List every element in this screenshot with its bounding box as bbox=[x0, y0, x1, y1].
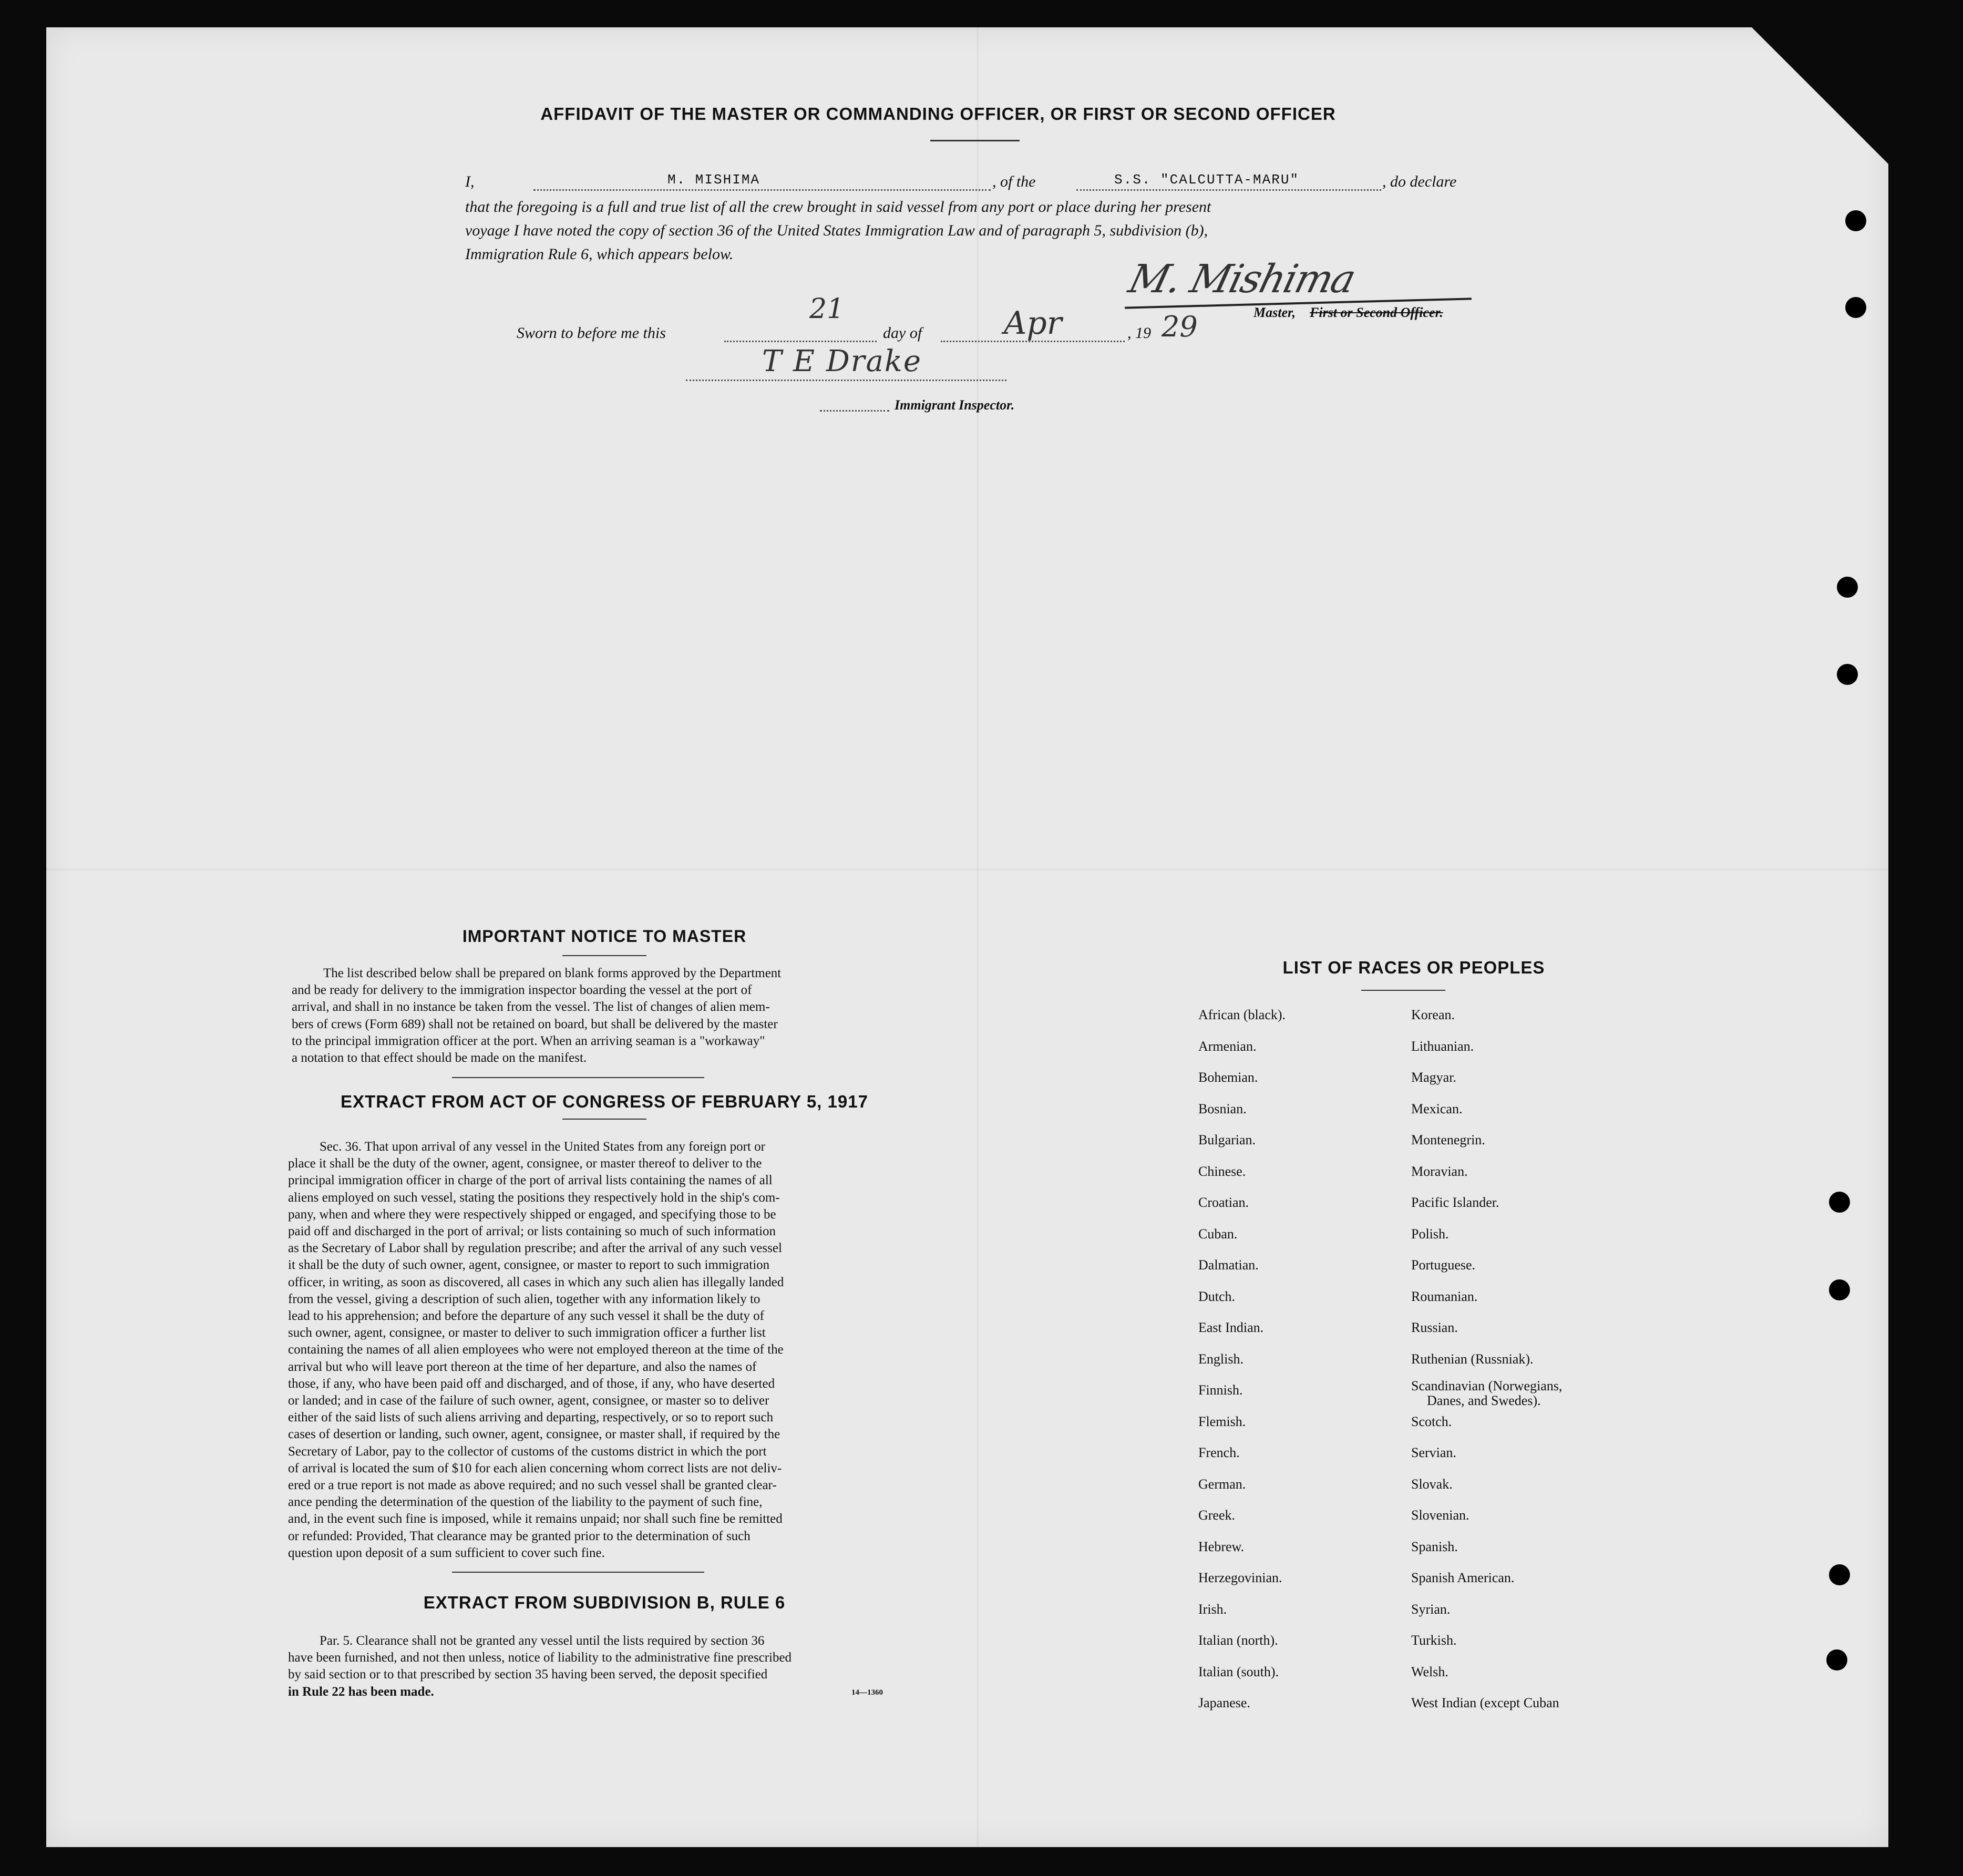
act-line: paid off and discharged in the port of arrival; or lists containing so much of such information bbox=[288, 1224, 776, 1239]
punch-hole-icon bbox=[1829, 1192, 1850, 1213]
act-line: or refunded: Provided, That clearance may be granted prior to the determination of such bbox=[288, 1529, 751, 1543]
race-item: Slovenian. bbox=[1411, 1508, 1469, 1523]
master-signature: M. Mishima bbox=[1124, 257, 1360, 302]
race-item: Dalmatian. bbox=[1198, 1257, 1259, 1273]
act-line: of arrival is located the sum of $10 for each alien concerning whom correct lists are not deliv- bbox=[288, 1461, 782, 1475]
sworn-month-value: Apr bbox=[1004, 305, 1062, 342]
act-line: pany, when and where they were respectively shipped or engaged, and specifying those to be bbox=[288, 1207, 776, 1222]
race-item: Italian (north). bbox=[1198, 1633, 1278, 1648]
race-item: Servian. bbox=[1411, 1445, 1456, 1460]
notice-section-rule bbox=[452, 1077, 704, 1078]
race-item: Roumanian. bbox=[1411, 1289, 1478, 1304]
inspector-signature: T E Drake bbox=[762, 344, 922, 378]
extract-rule-title: EXTRACT FROM SUBDIVISION B, RULE 6 bbox=[423, 1593, 786, 1612]
race-item: Russian. bbox=[1411, 1320, 1458, 1335]
name-dotted-line bbox=[533, 189, 991, 191]
race-item: Italian (south). bbox=[1198, 1664, 1279, 1679]
race-item: Bulgarian. bbox=[1198, 1132, 1256, 1147]
race-item: West Indian (except Cuban bbox=[1411, 1695, 1559, 1710]
race-item: Cuban. bbox=[1198, 1226, 1238, 1242]
race-item: East Indian. bbox=[1198, 1320, 1264, 1335]
act-line: those, if any, who have been paid off and discharged, and of those, if any, who have deserted bbox=[288, 1376, 775, 1391]
race-item: Herzegovinian. bbox=[1198, 1570, 1282, 1585]
act-line: aliens employed on such vessel, stating the positions they respectively hold in the ship's com- bbox=[288, 1190, 780, 1205]
race-item: German. bbox=[1198, 1477, 1246, 1492]
race-item: Scotch. bbox=[1411, 1414, 1452, 1429]
race-item: Portuguese. bbox=[1411, 1257, 1476, 1273]
punch-hole-icon bbox=[1826, 1649, 1847, 1670]
punch-hole-icon bbox=[1845, 210, 1866, 231]
affidavit-i-label: I, bbox=[465, 173, 475, 190]
punch-hole-icon bbox=[1845, 297, 1866, 318]
act-line: arrival but who will leave port thereon at the time of her departure, and also the names of bbox=[288, 1359, 757, 1374]
races-title-rule bbox=[1361, 990, 1445, 991]
race-item: Slovak. bbox=[1411, 1477, 1453, 1492]
rule-line: Par. 5. Clearance shall not be granted any vessel until the lists required by section 36 bbox=[320, 1634, 765, 1648]
race-item: Ruthenian (Russniak). bbox=[1411, 1351, 1534, 1367]
sworn-year-value: 29 bbox=[1162, 310, 1198, 343]
day-of-label: day of bbox=[883, 324, 922, 342]
race-item: Finnish. bbox=[1198, 1382, 1243, 1398]
master-name-field: M. MISHIMA bbox=[667, 172, 760, 188]
race-item: Bosnian. bbox=[1198, 1101, 1247, 1116]
act-line: Secretary of Labor, pay to the collector of customs of the customs district in which the port bbox=[288, 1444, 767, 1459]
inspector-sig-dotted-line bbox=[686, 380, 1006, 381]
vessel-dotted-line bbox=[1076, 189, 1381, 191]
race-item: Turkish. bbox=[1411, 1633, 1457, 1648]
race-item: Magyar. bbox=[1411, 1070, 1456, 1085]
race-item: Spanish American. bbox=[1411, 1570, 1515, 1585]
act-line: as the Secretary of Labor shall by regulation prescribe; and after the arrival of any such vessel bbox=[288, 1241, 782, 1256]
race-item: Montenegrin. bbox=[1411, 1132, 1485, 1147]
extract-act-body bbox=[288, 1139, 911, 1562]
act-line: question upon deposit of a sum sufficient to cover such fine. bbox=[288, 1545, 605, 1560]
race-item: Lithuanian. bbox=[1411, 1039, 1474, 1054]
race-item: Croatian. bbox=[1198, 1195, 1249, 1210]
year-prefix-label: , 19 bbox=[1127, 324, 1151, 342]
race-item: Pacific Islander. bbox=[1411, 1195, 1499, 1210]
race-item: Polish. bbox=[1411, 1226, 1449, 1242]
race-item: Korean. bbox=[1411, 1007, 1455, 1022]
race-item: African (black). bbox=[1198, 1007, 1286, 1022]
act-line: such owner, agent, consignee, or master to deliver to such immigration officer a further list bbox=[288, 1326, 766, 1340]
affidavit-title: AFFIDAVIT OF THE MASTER OR COMMANDING OFFICER, OR FIRST OR SECOND OFFICER bbox=[540, 104, 1336, 124]
punch-hole-icon bbox=[1837, 577, 1858, 598]
struck-officer-label: First or Second Officer. bbox=[1310, 305, 1443, 320]
master-label: Master, bbox=[1253, 305, 1296, 320]
race-item: English. bbox=[1198, 1351, 1243, 1367]
act-line: principal immigration officer in charge of the port of arrival lists containing the names of all bbox=[288, 1173, 773, 1188]
notice-line: arrival, and shall in no instance be taken from the vessel. The list of changes of alien mem- bbox=[292, 1000, 770, 1014]
sworn-label: Sworn to before me this bbox=[517, 324, 666, 342]
act-section-rule bbox=[452, 1572, 704, 1573]
act-line: containing the names of all alien employees who were not employed thereon at the time of the bbox=[288, 1342, 784, 1357]
fold-crease-horizontal bbox=[46, 868, 1888, 870]
declaration-line-3: voyage I have noted the copy of section 36 of the United States Immigration Law and of paragraph 5, subdivision (b), bbox=[465, 222, 1208, 239]
race-item: Scandinavian (Norwegians, bbox=[1411, 1378, 1563, 1393]
punch-hole-icon bbox=[1829, 1279, 1850, 1300]
race-item: Mexican. bbox=[1411, 1101, 1463, 1116]
rule-line: have been furnished, and not then unless, notice of liability to the administrative fine prescribed bbox=[288, 1651, 792, 1665]
act-line: ance pending the determination of the question of the liability to the payment of such fine, bbox=[288, 1495, 763, 1510]
declaration-line-2: that the foregoing is a full and true list of all the crew brought in said vessel from any port or place during her present bbox=[465, 198, 1211, 216]
race-item: Armenian. bbox=[1198, 1039, 1257, 1054]
punch-hole-icon bbox=[1829, 1564, 1850, 1585]
act-line: either of the said lists of such aliens arriving and departing, respectively, or so to report such bbox=[288, 1410, 774, 1425]
race-item-continuation: Danes, and Swedes). bbox=[1427, 1393, 1541, 1408]
race-item: Welsh. bbox=[1411, 1664, 1448, 1679]
rule-line: in Rule 22 has been made. bbox=[288, 1684, 434, 1699]
notice-title-rule bbox=[562, 955, 646, 956]
notice-line: to the principal immigration officer at the port. When an arriving seaman is a "workaway" bbox=[292, 1033, 765, 1048]
race-item: Irish. bbox=[1198, 1602, 1227, 1617]
vessel-name-field: S.S. "CALCUTTA-MARU" bbox=[1114, 172, 1300, 188]
form-number: 14—1360 bbox=[851, 1688, 883, 1697]
act-line: lead to his apprehension; and before the departure of any such vessel it shall be the duty of bbox=[288, 1309, 764, 1324]
declaration-line-4: Immigration Rule 6, which appears below. bbox=[465, 245, 734, 263]
act-line: Sec. 36. That upon arrival of any vessel in the United States from any foreign port or bbox=[320, 1140, 765, 1154]
notice-line: a notation to that effect should be made on the manifest. bbox=[292, 1051, 587, 1065]
races-title: LIST OF RACES OR PEOPLES bbox=[1282, 958, 1545, 977]
act-line: ered or a true report is not made as above required; and no such vessel shall be granted clear- bbox=[288, 1478, 777, 1493]
sworn-day-value: 21 bbox=[809, 293, 845, 325]
folded-corner bbox=[1752, 27, 1888, 164]
inspector-label-dotted-line bbox=[820, 410, 889, 412]
act-line: or landed; and in case of the failure of such owner, agent, consignee, or master so to deliver bbox=[288, 1393, 769, 1408]
act-line: place it shall be the duty of the owner, agent, consignee, or master thereof to deliver to the bbox=[288, 1156, 762, 1171]
race-item: Dutch. bbox=[1198, 1289, 1236, 1304]
race-item: Moravian. bbox=[1411, 1164, 1468, 1179]
punch-hole-icon bbox=[1837, 664, 1858, 685]
document-sheet bbox=[46, 27, 1888, 1847]
race-item: Hebrew. bbox=[1198, 1539, 1245, 1554]
notice-body bbox=[292, 965, 912, 1067]
act-line: officer, in writing, as soon as discovered, all cases in which any such alien has illegally landed bbox=[288, 1275, 784, 1289]
notice-line: and be ready for delivery to the immigration inspector boarding the vessel at the port of bbox=[292, 983, 752, 998]
affidavit-title-rule bbox=[930, 140, 1020, 141]
act-line: from the vessel, giving a description of such alien, together with any information likely to bbox=[288, 1291, 760, 1306]
extract-act-title-rule bbox=[562, 1119, 646, 1120]
race-item: Syrian. bbox=[1411, 1602, 1451, 1617]
act-line: cases of desertion or landing, such owner, agent, consignee, or master shall, if required by the bbox=[288, 1427, 780, 1442]
race-item: French. bbox=[1198, 1445, 1240, 1460]
notice-title: IMPORTANT NOTICE TO MASTER bbox=[462, 927, 747, 946]
rule-line: by said section or to that prescribed by section 35 having been served, the deposit specified bbox=[288, 1667, 768, 1682]
race-item: Spanish. bbox=[1411, 1539, 1458, 1554]
do-declare-label: , do declare bbox=[1382, 173, 1457, 190]
race-item: Greek. bbox=[1198, 1508, 1236, 1523]
race-item: Flemish. bbox=[1198, 1414, 1246, 1429]
act-line: and, in the event such fine is imposed, while it remains unpaid; nor shall such fine be remitted bbox=[288, 1512, 783, 1526]
of-the-label: , of the bbox=[992, 173, 1036, 190]
race-item: Bohemian. bbox=[1198, 1070, 1258, 1085]
extract-act-title: EXTRACT FROM ACT OF CONGRESS OF FEBRUARY 5, 1917 bbox=[341, 1092, 868, 1111]
race-item: Chinese. bbox=[1198, 1164, 1246, 1179]
inspector-label: Immigrant Inspector. bbox=[895, 397, 1015, 413]
fold-crease-vertical bbox=[977, 27, 979, 1847]
race-item: Japanese. bbox=[1198, 1695, 1250, 1710]
notice-line: bers of crews (Form 689) shall not be retained on board, but shall be delivered by the master bbox=[292, 1017, 778, 1031]
extract-rule-body bbox=[288, 1633, 911, 1700]
notice-line: The list described below shall be prepared on blank forms approved by the Department bbox=[323, 966, 782, 980]
act-line: it shall be the duty of such owner, agent, consignee, or master to report to such immigration bbox=[288, 1258, 770, 1273]
day-dotted-line bbox=[724, 341, 877, 342]
